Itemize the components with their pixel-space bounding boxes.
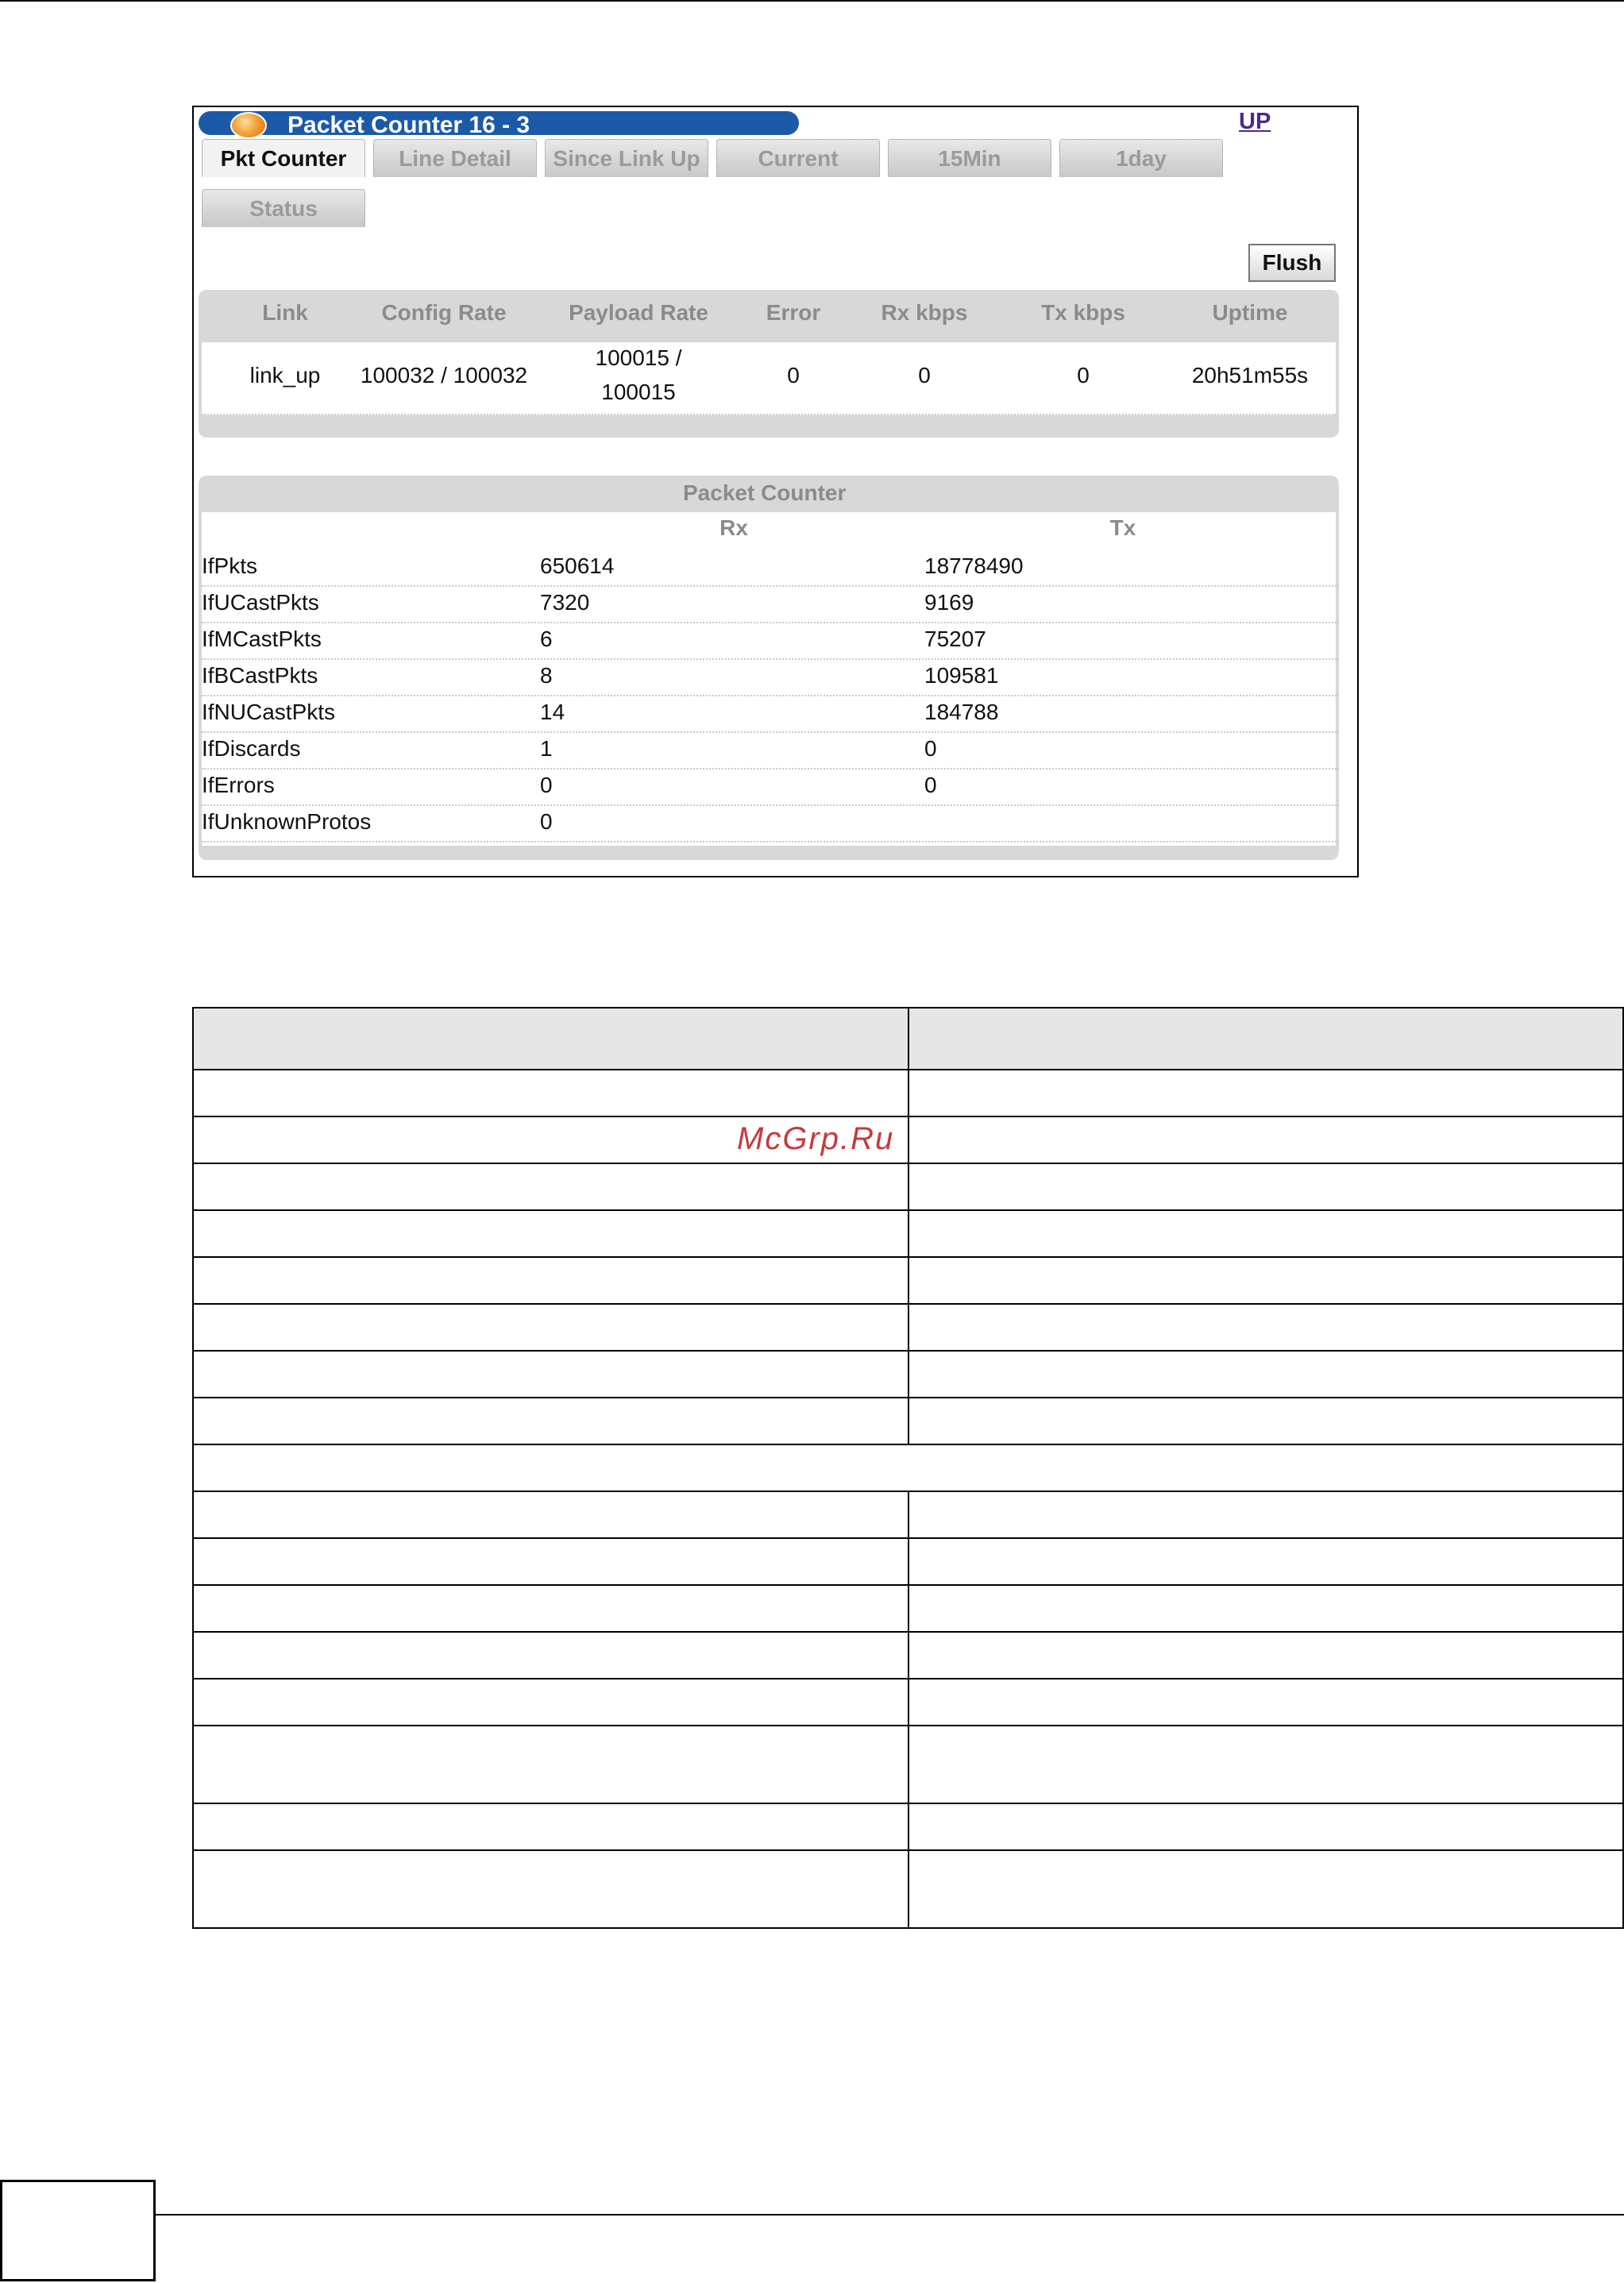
col-config-rate: Config Rate — [381, 300, 507, 325]
payload-rate-value-line2: 100015 — [601, 380, 676, 404]
col-tx-kbps: Tx kbps — [1041, 300, 1125, 325]
page-top-rule — [0, 0, 1624, 2]
page-number-box — [0, 2180, 156, 2281]
table-row — [193, 1726, 1623, 1803]
table-row — [202, 622, 1339, 660]
packet-counter-title: Packet Counter — [683, 480, 847, 505]
counter-name: IfUCastPkts — [202, 590, 319, 615]
footer-rule — [0, 2214, 1624, 2216]
table-row — [202, 768, 1339, 806]
rx-value: 6 — [540, 627, 553, 651]
payload-rate-value-line1: 100015 / — [595, 345, 682, 370]
col-uptime: Uptime — [1212, 300, 1288, 325]
table-row — [193, 1803, 1623, 1850]
window-title: Packet Counter 16 - 3 — [287, 112, 530, 138]
table-row — [193, 1491, 1623, 1538]
tx-kbps-value: 0 — [1077, 363, 1090, 388]
table-row — [193, 1304, 1623, 1351]
table-row — [202, 549, 1339, 587]
table-row — [193, 1632, 1623, 1679]
link-value: link_up — [249, 363, 321, 388]
tab-line-detail[interactable]: Line Detail — [373, 139, 537, 177]
table-row — [202, 695, 1339, 733]
rx-value: 7320 — [540, 590, 590, 615]
flush-button[interactable]: Flush — [1248, 244, 1336, 282]
tx-value: 0 — [924, 736, 937, 761]
table-row — [193, 1679, 1623, 1726]
rx-value: 8 — [540, 663, 553, 688]
window-title-bar — [199, 111, 799, 138]
table-row — [193, 1257, 1623, 1304]
counter-name: IfErrors — [202, 773, 275, 797]
rx-value: 1 — [540, 736, 553, 761]
tx-value: 18778490 — [924, 553, 1024, 578]
table-section-row — [193, 1444, 1623, 1491]
tab-current[interactable]: Current — [716, 139, 880, 177]
table-row — [193, 1163, 1623, 1210]
table-row — [193, 1116, 1623, 1163]
table-header-cell — [908, 1008, 1624, 1070]
rx-kbps-value: 0 — [918, 363, 931, 388]
tx-column-header: Tx — [1109, 515, 1136, 540]
col-error: Error — [766, 300, 821, 325]
tab-since-link-up[interactable]: Since Link Up — [545, 139, 708, 177]
tx-value: 184788 — [924, 700, 999, 724]
table-row — [193, 1538, 1623, 1585]
rx-value: 0 — [540, 809, 553, 834]
table-row — [202, 804, 1339, 843]
rx-value: 14 — [540, 700, 565, 724]
rx-column-header: Rx — [719, 515, 748, 540]
counter-name: IfBCastPkts — [202, 663, 318, 688]
table-header-cell — [193, 1008, 908, 1070]
table-row — [202, 658, 1339, 696]
config-rate-value: 100032 / 100032 — [360, 363, 528, 388]
table-row — [202, 585, 1339, 623]
table-header-row — [193, 1008, 1623, 1070]
table-row — [193, 1070, 1623, 1116]
rx-value: 650614 — [540, 553, 615, 578]
status-orb-icon — [230, 112, 267, 139]
counter-name: IfUnknownProtos — [202, 809, 372, 834]
error-value: 0 — [787, 363, 800, 388]
col-rx-kbps: Rx kbps — [881, 300, 968, 325]
rx-value: 0 — [540, 773, 553, 797]
uptime-value: 20h51m55s — [1191, 363, 1309, 388]
col-link: Link — [262, 300, 308, 325]
tab-1day[interactable]: 1day — [1059, 139, 1223, 177]
counter-name: IfMCastPkts — [202, 627, 322, 651]
table-row — [193, 1210, 1623, 1257]
field-description-table — [192, 1007, 1624, 1929]
watermark-text: McGrp.Ru — [737, 1121, 895, 1156]
tab-pkt-counter[interactable]: Pkt Counter — [202, 139, 365, 177]
table-row — [202, 731, 1339, 769]
packet-counter-window — [192, 106, 1359, 877]
col-payload-rate: Payload Rate — [569, 300, 708, 325]
counter-name: IfNUCastPkts — [202, 700, 336, 724]
table-row — [193, 1585, 1623, 1632]
counter-name: IfDiscards — [202, 736, 301, 761]
counter-name: IfPkts — [202, 553, 258, 578]
table-row — [193, 1398, 1623, 1444]
tab-15min[interactable]: 15Min — [888, 139, 1051, 177]
table-row — [193, 1850, 1623, 1928]
up-link[interactable]: UP — [1239, 109, 1271, 134]
tab-status[interactable]: Status — [202, 189, 365, 227]
tx-value: 0 — [924, 773, 937, 797]
tx-value: 109581 — [924, 663, 999, 688]
table-row — [193, 1351, 1623, 1398]
tx-value: 75207 — [924, 627, 986, 651]
tx-value: 9169 — [924, 590, 974, 615]
